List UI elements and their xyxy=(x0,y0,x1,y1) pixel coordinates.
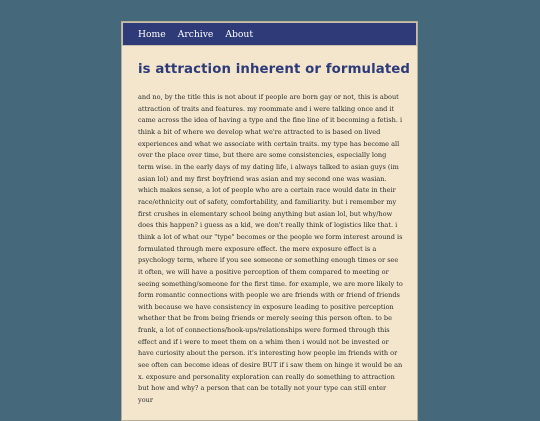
post-title: is attraction inherent or formulated xyxy=(138,62,411,77)
nav-home-link[interactable]: Home xyxy=(138,28,166,40)
nav-about-link[interactable]: About xyxy=(225,28,254,40)
page-container xyxy=(121,21,418,421)
top-nav xyxy=(122,22,417,46)
nav-archive-link[interactable]: Archive xyxy=(177,28,214,40)
post-body: and no, by the title this is not about if people are born gay or not, this is about attraction of traits and features. my roommate and i were talking once and it came across the idea of having a type and the fine line of it becoming a fetish. i think a bit of where we develop what we're attracted to is based on lived experiences and what we associate with certain traits. my type has become all over the place over time, but there are some consistencies, especially long term wise. in the early days of my dating life, i always talked to asian guys (im asian lol) and my first boyfriend was asian and my second one was wasian. which makes sense, a lot of people who are a certain race would date in their race/ethnicity out of safety, comfortability, and familiarity. but i remember my first crushes in elementary school being anything but asian lol, but why/how does this happen? i guess as a kid, we don't really think of logistics like that. i think a lot of what our "type" becomes or the people we form interest around is formulated through mere exposure effect. the mere exposure effect is a psychology term, where if you see someone or something enough times or see it often, we will have a positive perception of them compared to meeting or seeing something/someone for the first time. for example, we are more likely to form romantic connections with people we are friends with or friend of friends with because we have consistency in exposure leading to positive perception whether that be from being friends or merely seeing this person often. to be frank, a lot of connections/hook-ups/relationships were formed through this effect and if i were to meet them on a whim then i would not be invested or have curiosity about the person. it's interesting how people im friends with or see often can become ideas of desire BUT if i saw them on hinge it would be an x. exposure and personality exploration can really do something to attraction but how and why? a person that can be totally not your type can still enter your xyxy=(138,93,403,405)
